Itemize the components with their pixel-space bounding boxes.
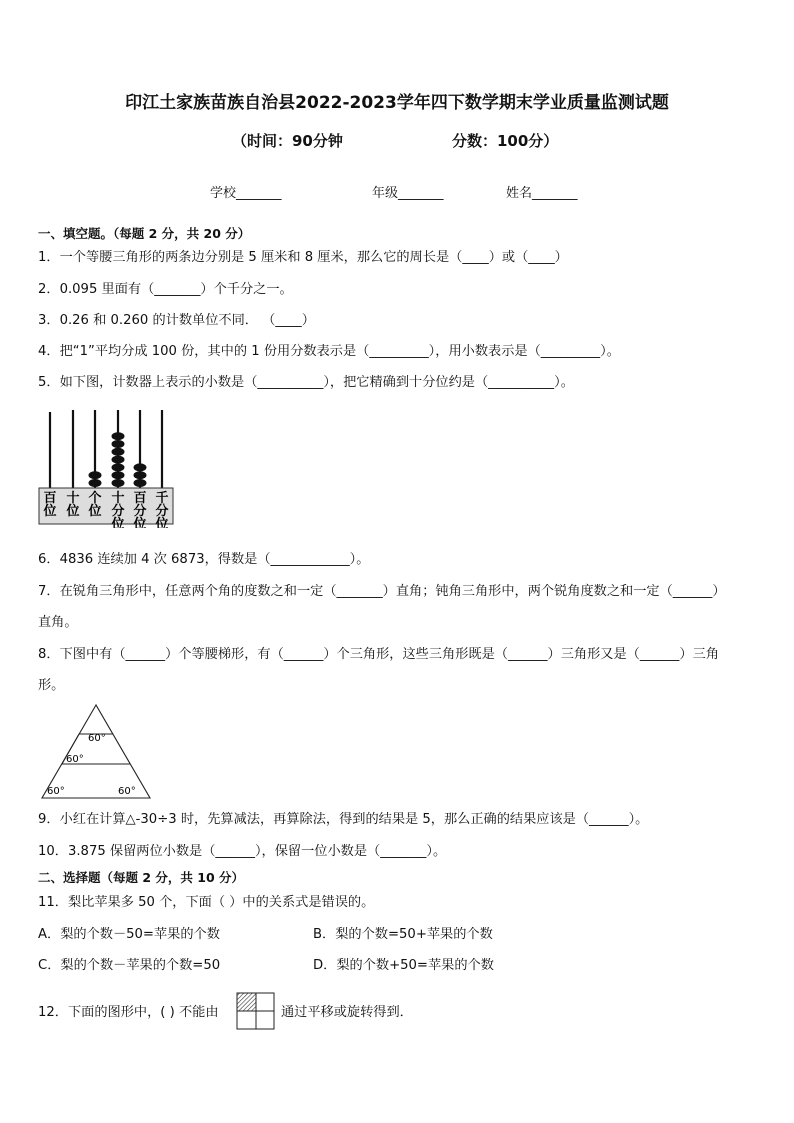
question-10: 10．3.875 保留两位小数是（______），保留一位小数是（_______）。 [38,844,447,859]
abacus-base [39,488,173,524]
abacus-bead [112,448,125,456]
option-b: B．梨的个数=50+苹果的个数 [313,927,493,942]
school-field: 学校_______ [210,186,282,201]
abacus-label-char: 位 [111,517,125,528]
question-2: 2．0.095 里面有（_______）个千分之一。 [38,282,293,297]
abacus-bead [112,471,125,479]
exam-time: （时间：90分钟 [232,132,343,150]
question-1: 1．一个等腰三角形的两条边分别是 5 厘米和 8 厘米，那么它的周长是（____）或（____） [38,250,568,265]
angle-label: 60° [47,786,65,797]
abacus-bead [134,479,147,487]
abacus-label-char: 十 [66,491,80,506]
abacus-bead [89,471,102,479]
abacus-label-char: 分 [155,504,169,519]
question-8-line-2: 形。 [38,678,65,693]
abacus-bead [112,432,125,440]
section-2-heading: 二、选择题（每题 2 分，共 10 分） [38,870,245,885]
abacus-bead [134,463,147,471]
abacus-label-char: 分 [111,504,125,519]
question-4: 4．把“1”平均分成 100 份，其中的 1 份用分数表示是（_________），用小数表示是（_________）。 [38,344,620,359]
question-9: 9．小红在计算△-30÷3 时，先算减法，再算除法，得到的结果是 5，那么正确的结果应该是（______）。 [38,812,649,827]
angle-label: 60° [88,733,106,744]
section-1-heading: 一、填空题。（每题 2 分，共 20 分） [38,226,251,241]
name-field: 姓名_______ [506,186,578,201]
abacus-label-char: 位 [155,517,169,528]
abacus-label-char: 位 [133,517,147,528]
abacus-label-char: 位 [88,504,102,519]
abacus-label-char: 位 [43,504,57,519]
outer-triangle [42,705,150,798]
abacus-bead [112,479,125,487]
grade-field: 年级_______ [372,186,444,201]
question-11: 11．梨比苹果多 50 个，下面（ ）中的关系式是错误的。 [38,895,375,910]
question-5: 5．如下图，计数器上表示的小数是（__________），把它精确到十分位约是（__________）。 [38,375,574,390]
question-8-line-1: 8．下图中有（______）个等腰梯形，有（______）个三角形，这些三角形既是（______）三角形又是（______）三角 [38,647,719,662]
question-12-text: 12．下面的图形中，( ) 不能由 [38,1005,219,1020]
question-7-line-1: 7．在锐角三角形中，任意两个角的度数之和一定（_______）直角；钝角三角形中，两个锐角度数之和一定（______） [38,584,726,599]
abacus-bead [134,471,147,479]
abacus-label-char: 百 [43,491,57,506]
abacus-bead [112,463,125,471]
page-title: 印江土家族苗族自治县2022-2023学年四下数学期末学业质量监测试题 [125,93,669,113]
option-c: C．梨的个数－苹果的个数=50 [38,958,221,973]
abacus-label-char: 百 [133,491,147,506]
abacus-label-char: 千 [155,491,169,506]
option-d: D．梨的个数+50=苹果的个数 [313,958,494,973]
abacus-bead [89,479,102,487]
abacus-figure [38,408,178,532]
angle-label: 60° [118,786,136,797]
option-a: A．梨的个数－50=苹果的个数 [38,927,220,942]
question-3: 3．0.26 和 0.260 的计数单位不同． （____） [38,313,315,328]
angle-label: 60° [66,754,84,765]
abacus-bead [112,456,125,464]
triangle-figure [38,702,158,806]
question-12-text-end: 通过平移或旋转得到． [281,1005,413,1020]
abacus-label-char: 个 [88,491,102,506]
abacus-label-char: 位 [66,504,80,519]
abacus-label-char: 分 [133,504,147,519]
exam-score: 分数：100分） [452,132,559,150]
q12-shape-icon [236,992,276,1034]
question-6: 6．4836 连续加 4 次 6873，得数是（____________）。 [38,552,370,567]
abacus-bead [112,440,125,448]
question-7-line-2: 直角。 [38,615,78,630]
abacus-label-char: 十 [111,491,125,506]
